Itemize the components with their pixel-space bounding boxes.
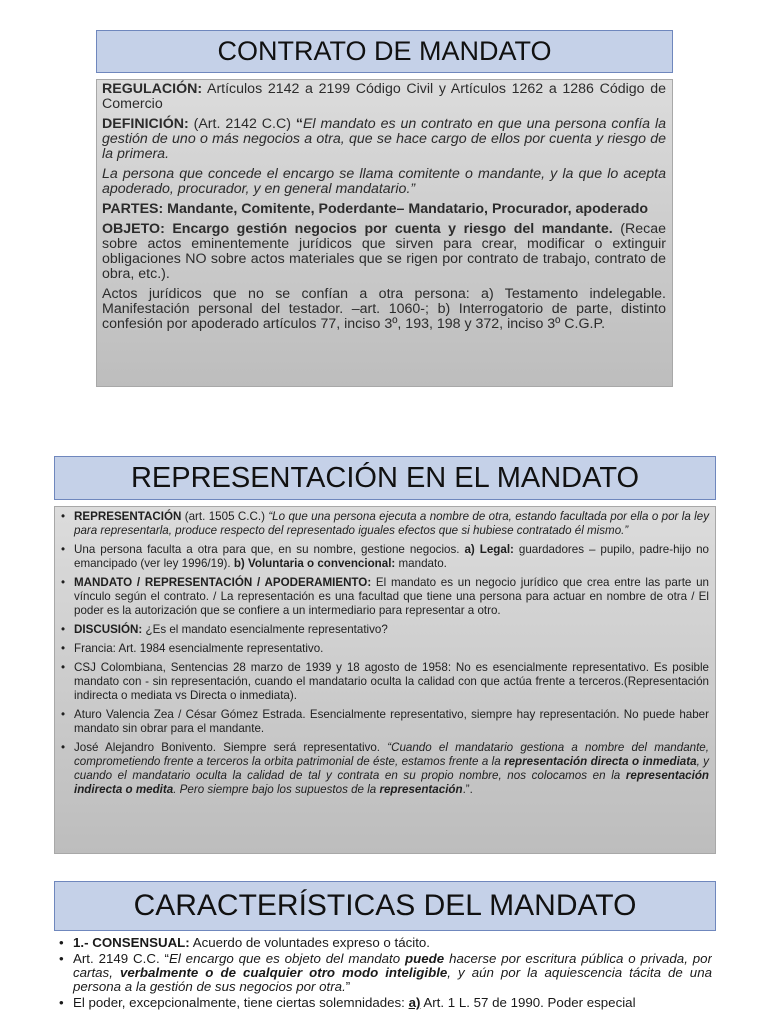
slide2-content-box (54, 506, 716, 854)
item-ref: (art. 1505 C.C.) (181, 510, 269, 523)
item-bold-quote: verbalmente o de cualquier otro modo inteligible (119, 965, 448, 980)
item-label: REPRESENTACIÓN (74, 510, 182, 523)
item-text: mandato. (395, 557, 447, 570)
item-text: guardadores – pupilo, padre-hijo no emancipado (ver ley 1996/19). (74, 543, 709, 570)
list-item (59, 741, 709, 797)
actos-paragraph (102, 287, 666, 332)
item-bold: a) (408, 995, 421, 1010)
definicion-ref: (Art. 2142 C.C) (188, 116, 296, 132)
bullet-icon: • (61, 741, 66, 754)
bullet-icon: • (61, 576, 66, 589)
item-text: El poder, excepcionalmente, tiene ciertas solemnidades: (73, 995, 409, 1010)
bullet-icon: • (59, 936, 64, 950)
list-item (59, 510, 709, 538)
bullet-icon: • (59, 995, 64, 1010)
definicion-quote: El mandato es un contrato en que una persona confía la gestión de uno o más negocios a otra, que se hace cargo de ellos por cuenta y riesgo de la primera. (102, 116, 666, 162)
item-quote: “Cuando el mandatario gestiona a nombre del mandante, comprometiendo frente a terceros la orbita patrimonial de éste, estamos frente a la (74, 741, 709, 768)
item-quote: “Lo que una persona ejecuta a nombre de otra, estando facultada por ella o por la ley para representarla, produce respecto del representado iguales efectos que si hubiese contratado él mismo.” (74, 510, 709, 537)
item-bold-quote: representación indirecta o medita (74, 769, 709, 796)
item-bold-quote: representación directa o inmediata (504, 755, 697, 768)
actos-text: Actos jurídicos que no se confían a otra persona: a) Testamento indelegable. Manifestación personal del testador. –art. 1060-; b) Interrogatorio de parte, distinto confesión por apoderado artículos 77, inciso 3º, 193, 198 y 372, inciso 3º C.G.P. (102, 286, 666, 332)
regulacion-paragraph (102, 82, 666, 112)
item-quote: El encargo que es objeto del mandato (168, 951, 406, 966)
list-item (58, 952, 712, 994)
item-text: CSJ Colombiana, Sentencias 28 marzo de 1939 y 18 agosto de 1958: No es esencialmente representativo. Es posible mandato con - sin representación, cuando el mandatario oculta la calidad con que actúa frente a terceros.(Representación indirecta o mediata vs Directa o inmediata). (74, 661, 709, 702)
item-bold-quote: puede (405, 951, 445, 966)
item-text: ¿Es el mandato esencialmente representativo? (142, 623, 388, 636)
bullet-icon: • (61, 661, 66, 674)
definicion-open-quote: “ (295, 116, 303, 132)
item-bold-quote: representación (379, 783, 463, 796)
slide2-title-text: REPRESENTACIÓN EN EL MANDATO (130, 461, 640, 494)
slide3-title (54, 881, 716, 931)
regulacion-text: Artículos 2142 a 2199 Código Civil y Artículos 1262 a 1286 Código de Comercio (102, 81, 666, 112)
bullet-icon: • (61, 510, 66, 523)
list-item (59, 543, 709, 571)
slide1-title (96, 30, 673, 73)
item-text: Acuerdo de voluntades expreso o tácito. (189, 936, 430, 950)
item-text: El mandato es un negocio jurídico que crea entre las parte un vínculo según el contrato. / La representación es una facultad que tiene una persona para actuar en nombre de otra / El poder es la autorización que se confiere a un intermediario para representar a otro. (74, 576, 709, 617)
list-item (58, 936, 712, 950)
slide3-bullet-list (58, 936, 712, 1010)
list-item (58, 996, 712, 1010)
partes-text: PARTES: Mandante, Comitente, Poderdante– Mandatario, Procurador, apoderado (102, 201, 649, 217)
slide3-title-text: CARACTERÍSTICAS DEL MANDATO (133, 889, 637, 922)
definicion-quote2-paragraph (102, 167, 666, 197)
definicion-quote2: La persona que concede el encargo se llama comitente o mandante, y la que lo acepta apoderado, procurador, y en general mandatario.” (102, 166, 666, 197)
item-text: Art. 1 L. 57 de 1990. Poder especial (420, 995, 636, 1010)
item-quote: . Pero siempre bajo los supuestos de la (173, 783, 380, 796)
item-bold: a) Legal: (464, 543, 514, 556)
bullet-icon: • (61, 623, 66, 636)
item-text: Art. 2149 C.C. “ (73, 951, 169, 966)
slide2-title (54, 456, 716, 500)
bullet-icon: • (61, 642, 66, 655)
slide3-content (58, 936, 712, 1024)
objeto-paragraph (102, 222, 666, 282)
slide1-title-text: CONTRATO DE MANDATO (217, 36, 552, 66)
item-text: .”. (462, 783, 473, 796)
item-label: 1.- CONSENSUAL: (73, 936, 190, 950)
regulacion-label: REGULACIÓN: (102, 81, 203, 97)
bullet-icon: • (61, 543, 66, 556)
item-bold: b) Voluntaria o convencional: (233, 557, 396, 570)
item-text: Francia: Art. 1984 esencialmente representativo. (74, 642, 324, 655)
item-text: José Alejandro Bonivento. Siempre será representativo. (74, 741, 388, 754)
slide2-bullet-list (59, 510, 709, 797)
list-item (59, 642, 709, 656)
item-label: MANDATO / REPRESENTACIÓN / APODERAMIENTO: (74, 576, 372, 589)
partes-paragraph (102, 202, 666, 217)
item-quote: , y aún por la aquiescencia tácita de una persona a la gestión de sus negocios por otra. (73, 965, 712, 994)
item-label: DISCUSIÓN: (74, 623, 143, 636)
bullet-icon: • (59, 951, 64, 966)
list-item (59, 623, 709, 637)
item-quote: hacerse por escritura pública o privada, por cartas, (73, 951, 712, 980)
definicion-label: DEFINICIÓN: (102, 116, 189, 132)
list-item (59, 576, 709, 618)
item-text: Una persona faculta a otra para que, en su nombre, gestione negocios. (74, 543, 465, 556)
bullet-icon: • (61, 708, 66, 721)
objeto-text: (Recae sobre actos eminentemente jurídicos que sirven para crear, modificar o extinguir obligaciones NO sobre actos materiales que se rigen por contrato de trabajo, contrato de obra, etc.). (102, 221, 666, 282)
item-quote: , y cuando el mandatario oculta la calidad de tal y contrata en su propio nombre, nos colocamos en la (74, 755, 709, 782)
item-text: Aturo Valencia Zea / César Gómez Estrada. Esencialmente representativo, siempre hay representación. No puede haber mandato sin obrar para el mandante. (74, 708, 709, 735)
list-item (59, 708, 709, 736)
item-text: ” (345, 979, 351, 994)
objeto-label: OBJETO: Encargo gestión negocios por cuenta y riesgo del mandante. (102, 221, 613, 237)
definicion-paragraph (102, 117, 666, 162)
slide1-content-box (96, 79, 673, 387)
list-item (59, 661, 709, 703)
